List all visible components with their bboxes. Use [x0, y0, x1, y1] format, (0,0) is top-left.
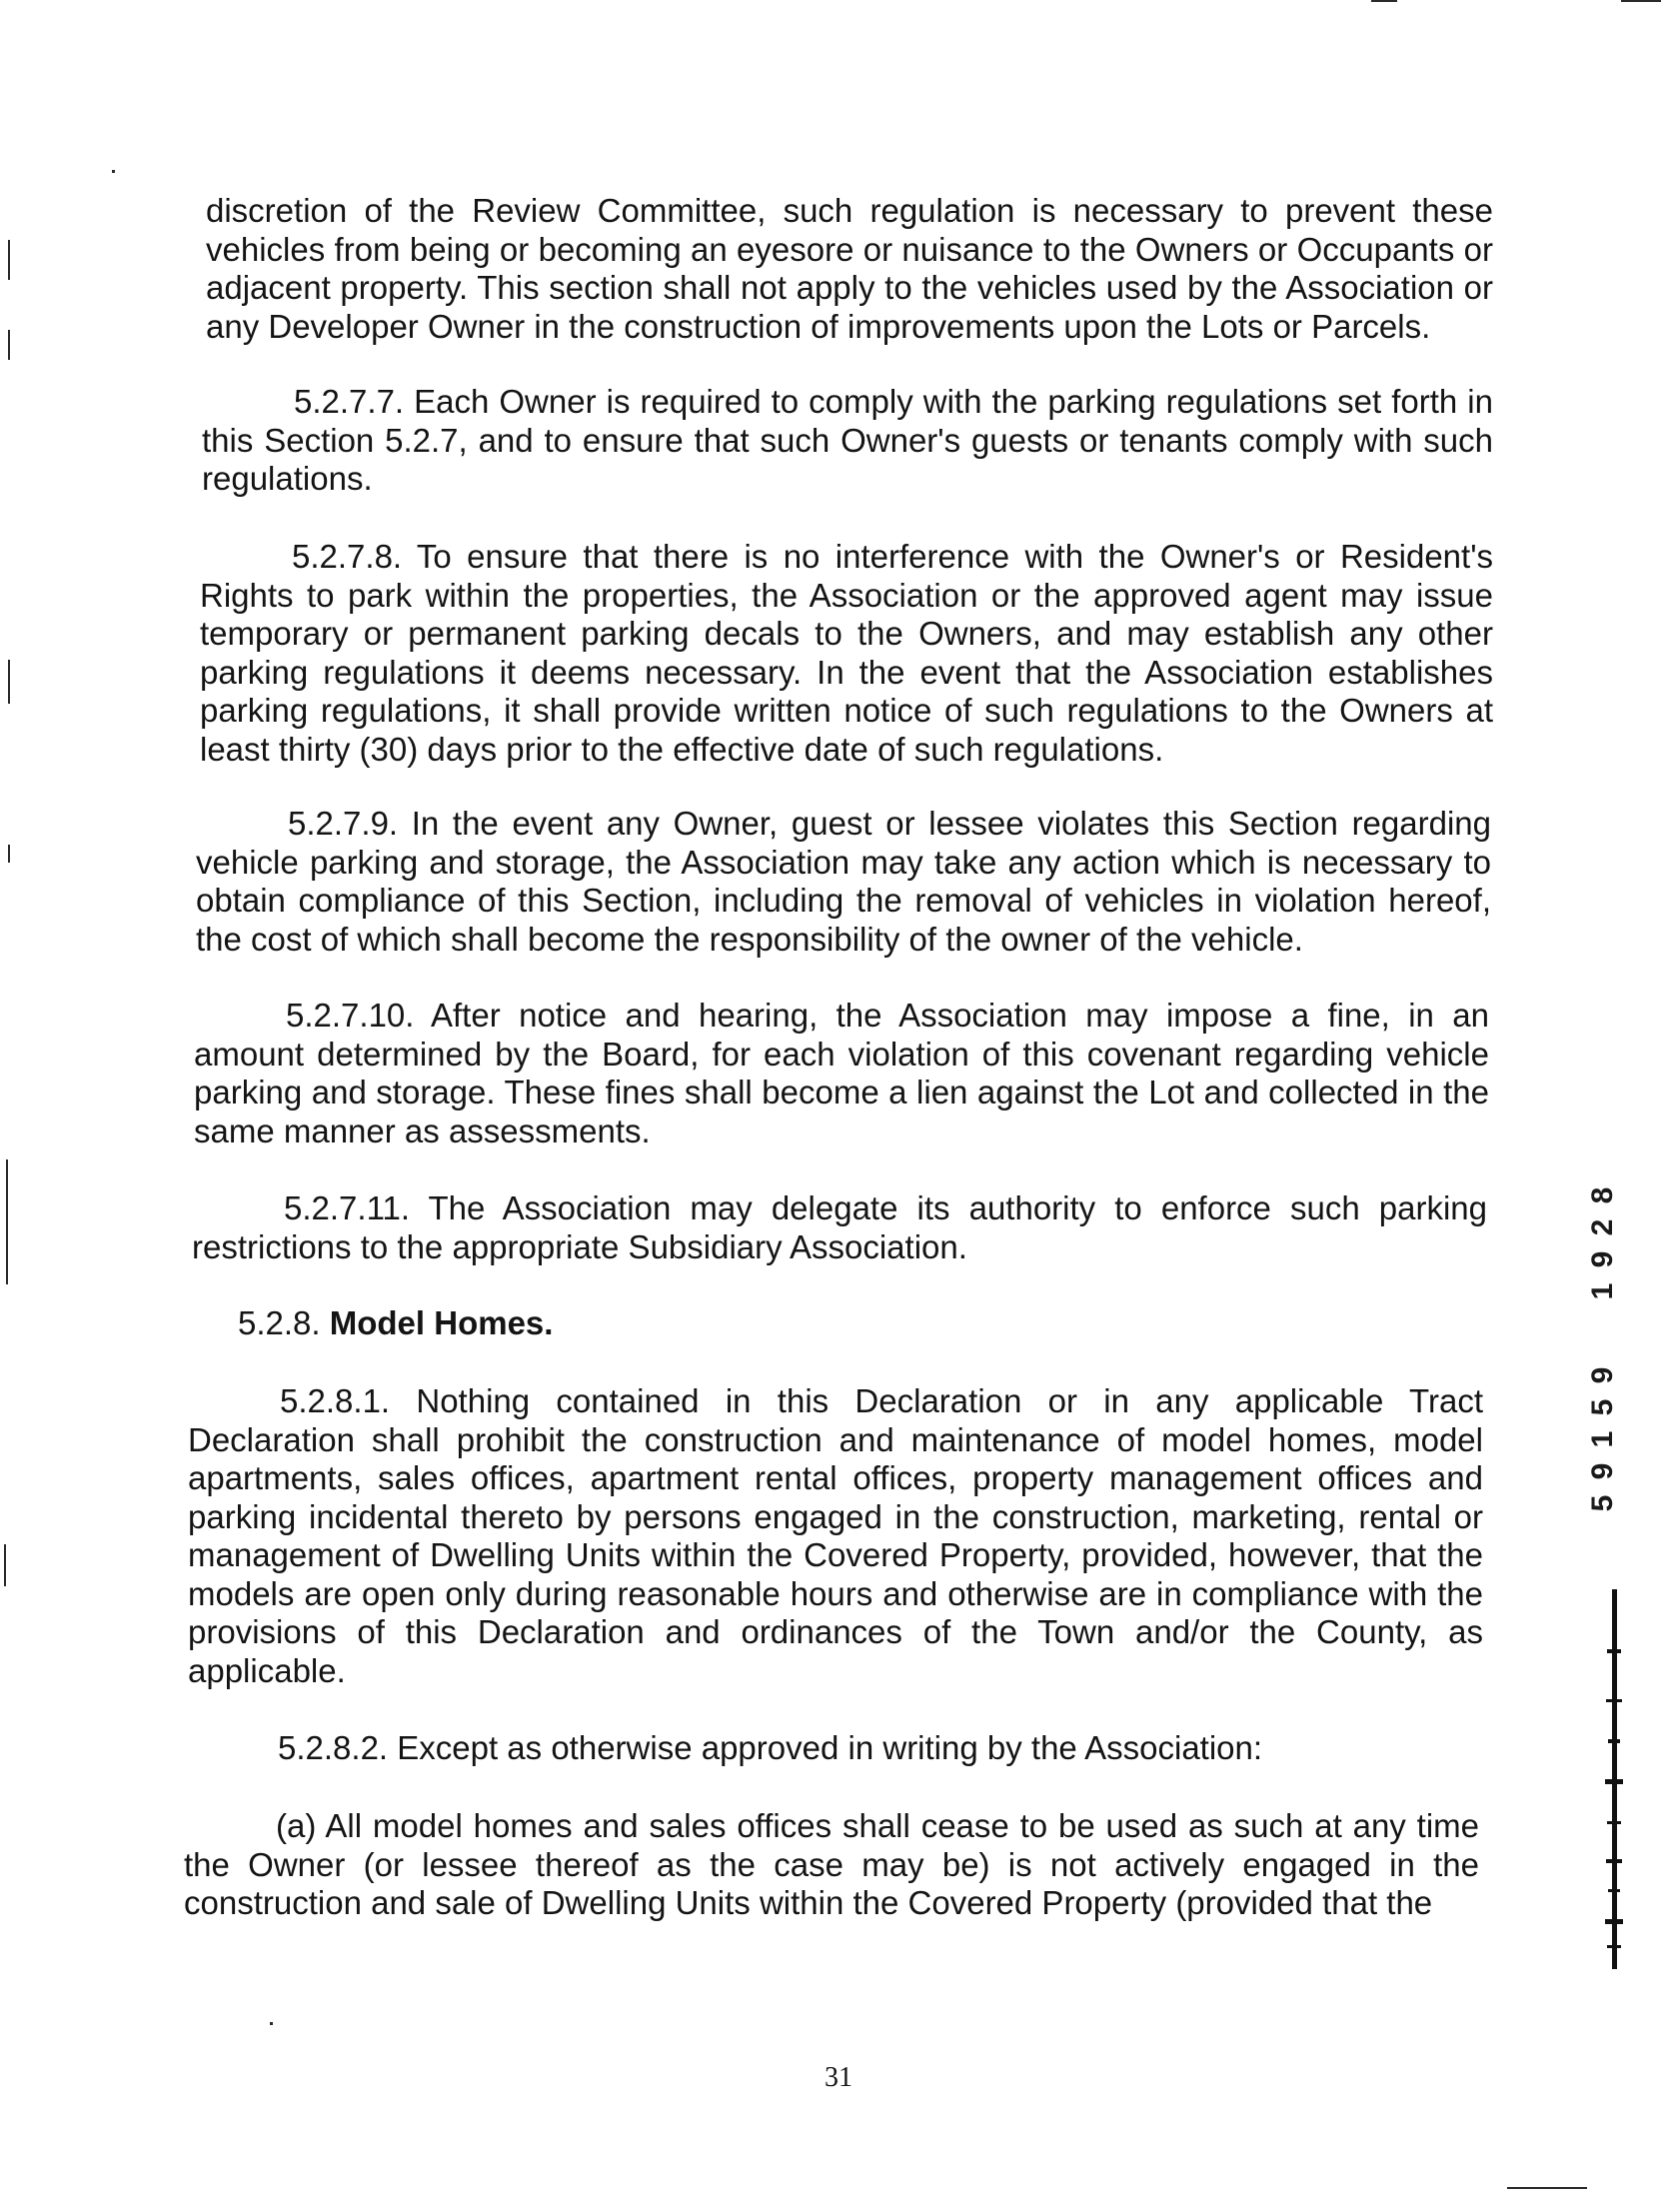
scan-mark	[8, 240, 10, 280]
page-number: 31	[825, 2062, 852, 2093]
stamp-digit: 9	[1586, 1366, 1619, 1384]
paragraph-text: 5.2.7.9. In the event any Owner, guest or lessee violates this Section regarding vehicle parking and storage, the Association may take any action which is necessary to obtain compliance of this Section, including the removal of vehicles in violation hereof, the cost of which shall become the responsibility of the owner of the vehicle.	[196, 805, 1491, 958]
scan-mark	[1621, 0, 1661, 2]
barcode-icon	[1603, 1589, 1625, 1969]
stamp-digit: 9	[1586, 1250, 1619, 1268]
paragraph-5-2-7-7	[202, 383, 1493, 499]
scan-mark	[8, 330, 10, 360]
recording-stamp	[1577, 1179, 1629, 1519]
scan-mark	[1371, 0, 1397, 2]
paragraph-continuation	[206, 192, 1493, 346]
paragraph-text: 5.2.8.2. Except as otherwise approved in writing by the Association:	[278, 1729, 1263, 1766]
stamp-digit: 5	[1586, 1398, 1619, 1416]
stamp-digit: 9	[1586, 1462, 1619, 1480]
scan-mark	[6, 1159, 8, 1284]
scan-mark	[270, 2022, 273, 2025]
paragraph-text: 5.2.8.1. Nothing contained in this Declaration or in any applicable Tract Declaration shall prohibit the construction and maintenance of model homes, model apartments, sales offices, apartment rental offices, property management offices and parking incidental thereto by persons engaged in the construction, marketing, rental or management of Dwelling Units within the Covered Property, provided, however, that the models are open only during reasonable hours and otherwise are in compliance with the provisions of this Declaration and ordinances of the Town and/or the County, as applicable.	[188, 1382, 1483, 1689]
paragraph-5-2-7-8	[200, 538, 1493, 769]
paragraph-5-2-8-2-a	[184, 1807, 1479, 1923]
paragraph-5-2-8-2	[186, 1729, 1481, 1768]
stamp-digit: 1	[1586, 1430, 1619, 1448]
scan-mark	[4, 1544, 6, 1586]
section-title: Model Homes.	[329, 1304, 554, 1341]
paragraph-5-2-7-9	[196, 805, 1491, 959]
paragraph-text: (a) All model homes and sales offices shall cease to be used as such at any time the Owner (or lessee thereof as the case may be) is not actively engaged in the construction and sale of Dwelling Units within the Covered Property (provided that the	[184, 1807, 1479, 1921]
stamp-digit: 8	[1586, 1186, 1619, 1204]
scan-mark	[8, 845, 10, 863]
section-heading-model-homes	[238, 1304, 553, 1342]
paragraph-text: discretion of the Review Committee, such regulation is necessary to prevent these vehicles from being or becoming an eyesore or nuisance to the Owners or Occupants or adjacent property. This section shall not apply to the vehicles used by the Association or any Developer Owner in the construction of improvements upon the Lots or Parcels.	[206, 192, 1493, 345]
section-number: 5.2.8.	[238, 1304, 321, 1341]
scan-mark	[112, 170, 115, 173]
stamp-digit: 2	[1586, 1218, 1619, 1236]
scan-mark	[1507, 2187, 1587, 2189]
paragraph-5-2-8-1	[188, 1382, 1483, 1690]
paragraph-text: 5.2.7.8. To ensure that there is no interference with the Owner's or Resident's Rights to park within the properties, the Association or the approved agent may issue temporary or permanent parking decals to the Owners, and may establish any other parking regulations it deems necessary. In the event that the Association establishes parking regulations, it shall provide written notice of such regulations to the Owners at least thirty (30) days prior to the effective date of such regulations.	[200, 538, 1493, 768]
paragraph-text: 5.2.7.10. After notice and hearing, the Association may impose a fine, in an amount determined by the Board, for each violation of this covenant regarding vehicle parking and storage. These fines shall become a lien against the Lot and collected in the same manner as assessments.	[194, 997, 1489, 1149]
paragraph-text: 5.2.7.7. Each Owner is required to comply with the parking regulations set forth in this Section 5.2.7, and to ensure that such Owner's guests or tenants comply with such regulations.	[202, 383, 1493, 497]
stamp-digit: 5	[1586, 1494, 1619, 1512]
scan-mark	[8, 660, 10, 704]
paragraph-5-2-7-10	[194, 997, 1489, 1150]
paragraph-5-2-7-11	[192, 1189, 1487, 1266]
stamp-digit: 1	[1586, 1282, 1619, 1300]
paragraph-text: 5.2.7.11. The Association may delegate its authority to enforce such parking restrictions to the appropriate Subsidiary Association.	[192, 1189, 1487, 1265]
